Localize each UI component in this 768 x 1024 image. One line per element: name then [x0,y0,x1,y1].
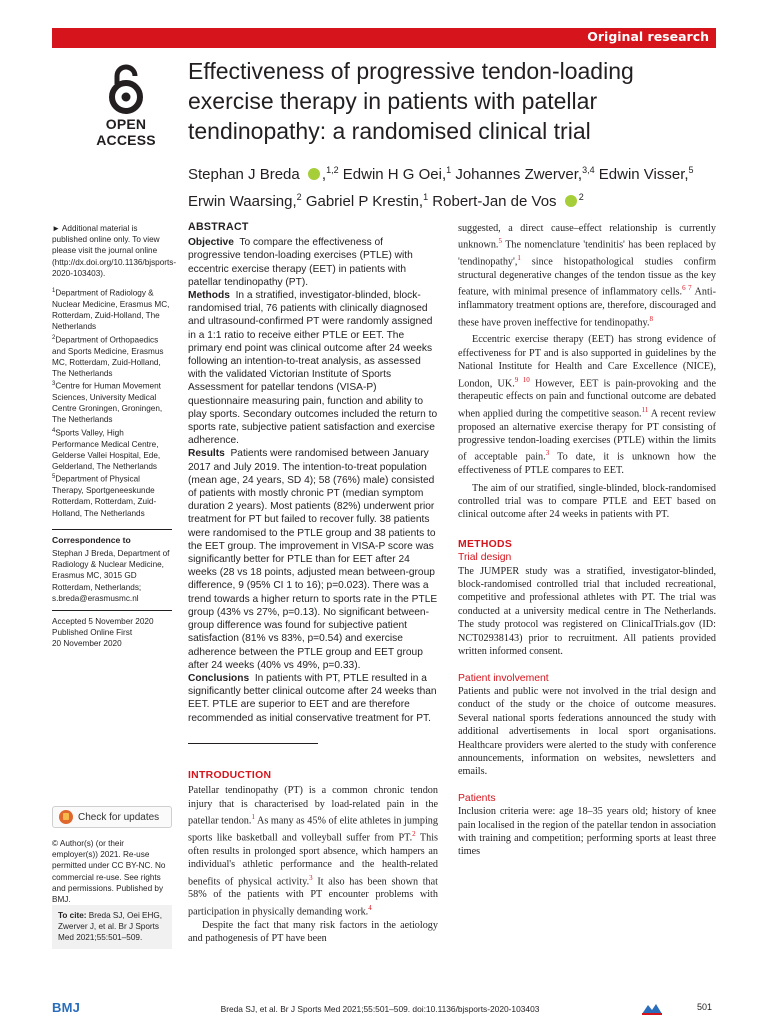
open-access-label: OPEN ACCESS [96,116,156,148]
affiliation-ref: 1,2 [326,165,339,175]
text-span: suggested, a direct cause–effect relationship is currently unknown. [458,223,716,251]
abstract-methods [188,289,438,447]
trial-design-heading: Trial design [458,552,512,564]
ref-link[interactable]: 9 10 [514,375,530,384]
affiliation-num: 4 [52,427,56,434]
author-name[interactable]: Robert-Jan de Vos [432,193,557,210]
author-line-1 [188,159,718,186]
correspondence-text[interactable]: Stephan J Breda, Department of Radiology & Nuclear Medicine, Erasmus MC, 3015 GD Rotterdam, Netherlands; s.breda@erasmusmc.nl [52,548,170,603]
affiliation-text: Department of Physical Therapy, Sportgeneeskunde Rotterdam, Rotterdam, Zuid-Holland, The Netherlands [52,474,157,518]
intro-paragraph: Despite the fact that many risk factors in the aetiology and pathogenesis of PT have been [188,919,438,945]
text-span: Anti-inflammatory treatment options are, therefore, discouraged and these have proven ineffective for tendinopathy. [458,286,717,328]
to-cite-text: Breda SJ, Oei EHG, Zwerver J, et al. Br J Sports Med 2021;55:501–509. [58,911,163,943]
text-span: Eccentric exercise therapy (EET) has strong evidence of effectiveness for PT and is also supported in guidelines by the National Institute for Health and Care Excellence (NICE), London, UK. [458,334,716,390]
affiliation-item [52,379,172,426]
introduction-section [188,769,438,945]
abstract-results [188,447,438,671]
published-label: Published Online First [52,628,133,638]
author-name[interactable]: Edwin H G Oei, [342,166,447,183]
author-name[interactable]: Johannes Zwerver, [455,166,583,183]
methods-heading: METHODS [458,538,513,550]
affiliation-ref: 1 [423,192,429,202]
ref-link[interactable]: 6 7 [682,284,692,293]
orcid-icon[interactable] [308,168,320,180]
abstract-label: Results [188,448,225,460]
ref-link[interactable]: 3 [309,873,313,882]
affiliation-text: Department of Radiology & Nuclear Medicine, Erasmus MC, Rotterdam, Zuid-Holland, The Netherlands [52,288,170,332]
orcid-icon[interactable] [565,195,577,207]
abstract-text: To compare the effectiveness of progressive tendon-loading exercises (PTLE) with eccentric exercise therapy (EET) in patients with patellar tendinopathy (PT). [188,237,413,288]
sidebar-divider [52,610,172,611]
author-line-2 [188,186,718,213]
abstract-text: Patients were randomised between January 2017 and July 2019. The intention-to-treat population (mean age, 24 years, SD 4); 58 (76%) male) consisted of patients with mostly chronic PT (median symptom duration 2 years). Most patients (82%) underwent prior treatment for PT but failed to recover fully. 38 patients were randomised to the PTLE group and 38 patients to the EET group. The improvement in VISA-P score was significantly better for PTLE than for EET after 24 weeks (28 vs 18 points, adjusted mean between-group difference, 9 (95% CI 1 to 16); p=0.023). There was a trend towards a higher return to sports rate in the PTLE group (43% vs 27%, p=0.13). No significant between-group difference was found for subjective patient satisfaction (81% vs 83%, p=0.54) and exercise adherence between the PTLE group and EET group after 24 weeks (40% vs 49%, p=0.33). [188,448,438,671]
right-column [458,222,716,859]
page-number: 501 [697,1002,713,1012]
patient-involvement-heading: Patient involvement [458,672,549,684]
article-title: Effectiveness of progressive tendon-loading exercise therapy in patients with patellar tendinopathy: a randomised clinical trial [188,58,634,144]
open-access-icon [108,64,144,114]
correspondence-heading: Correspondence to [52,534,131,545]
affiliation-text: Centre for Human Movement Sciences, University Medical Centre Groningen, Groningen, The Netherlands [52,381,163,425]
affiliation-item [52,286,172,333]
author-list [188,159,718,213]
affiliation-ref: 5 [688,165,694,175]
affiliation-num: 5 [52,474,56,481]
affiliation-ref: 3,4 [582,165,595,175]
affiliation-num: 3 [52,381,56,388]
affiliation-list [52,286,172,519]
ref-link[interactable]: 5 [498,237,502,246]
check-updates-label: Check for updates [78,811,160,823]
copyright-notice: © Author(s) (or their employer(s)) 2021. Re-use permitted under CC BY-NC. No commercial re-use. See rights and permissions. Published by BMJ. [52,839,166,905]
affiliation-item [52,426,172,473]
ref-link[interactable]: 2 [412,830,416,839]
open-access-logo [93,64,159,148]
ref-link[interactable]: 4 [368,903,372,912]
author-name[interactable]: Stephan J Breda [188,166,300,183]
text-span: The nomenclature 'tendinitis' has been replaced by 'tendinopathy', [458,239,716,268]
additional-material-note[interactable]: ► Additional material is published online only. To view please visit the journal online (http://dx.doi.org/10.1136/bjsports-2020-103403). [52,224,177,278]
body-paragraph: Patients and public were not involved in the trial design and conduct of the study or the choice of outcome measures. Several national sports federations announced the study with additional advertisements in local sport organisations. Healthcare providers were alerted to the study with conference announcements, information on websites, newsletters and emails. [458,685,716,778]
published-date: 20 November 2020 [52,639,122,649]
affiliation-text: Sports Valley, High Performance Medical Centre, Gelderse Vallei Hospital, Ede, Gelderland, The Netherlands [52,428,161,471]
affiliation-item [52,472,172,519]
intro-paragraph [188,784,438,918]
crossmark-icon [59,810,73,824]
affiliation-text: Department of Orthopaedics and Sports Medicine, Erasmus MC, Rotterdam, Zuid-Holland, The Netherlands [52,335,164,378]
affiliation-ref: 2 [296,192,302,202]
text-span: This often results in prolonged sport absence, which hampers an individual's athletic performance and the health-related benefits of physical activity. [188,832,438,888]
abstract-objective [188,236,438,289]
abstract-text: In patients with PT, PTLE resulted in a significantly better clinical outcome after 24 weeks than EET. PTLE are superior to EET and are therefore recommended as initial conservative treatment for PT. [188,672,437,724]
to-cite-label: To cite: [58,911,87,920]
text-span: Patellar tendinopathy (PT) is a common chronic tendon injury that is characterised by load-related pain in the patellar tendon. [188,785,438,827]
check-for-updates-button[interactable] [52,806,172,828]
author-name[interactable]: Erwin Waarsing, [188,193,297,210]
affiliation-num: 2 [52,334,56,341]
to-cite-box [52,905,172,949]
affiliation-num: 1 [52,288,56,295]
body-paragraph [458,333,716,477]
body-paragraph: The JUMPER study was a stratified, investigator-blinded, block-randomised controlled trial that included recreational, competitive and professional athletes with PT. The trial was conducted at a university medical centre in The Netherlands. The study protocol was registered on ClinicalTrials.gov (ID: NCT02938143) prior to recruitment. All patients provided written informed consent. [458,565,716,658]
section-banner [52,28,716,48]
patients-heading: Patients [458,792,496,804]
ref-link[interactable]: 11 [641,405,649,414]
body-paragraph: Inclusion criteria were: age 18–35 years old; history of knee pain localised in the region of the patellar tendon in association with training and competition; performing sports at least three times [458,806,717,858]
affiliation-item [52,333,172,380]
author-name[interactable]: Gabriel P Krestin, [305,193,424,210]
footer-citation: Breda SJ, et al. Br J Sports Med 2021;55:501–509. doi:10.1136/bjsports-2020-103403 [220,1004,540,1014]
abstract-label: Conclusions [188,672,250,684]
body-paragraph: The aim of our stratified, single-blinded, block-randomised controlled trial was to compare PTLE and EET based on clinical outcome after 24 weeks in patients with PT. [458,482,716,521]
text-span: A recent review proposed an alternative exercise therapy for PT consisting of progressive tendon-loading exercises (PTLE) within the limits of acceptable pain. [458,408,716,463]
sidebar [52,223,177,650]
basem-logo-icon [640,1002,664,1016]
text-span: To date, it is unknown how the effectiveness of PTLE compares to EET. [458,451,716,477]
section-label: Original research [587,29,709,44]
affiliation-ref: 1 [446,165,452,175]
text-span: However, EET is pain-provoking and the therapeutic effects on pain and functional outcome are debated when applied during the competitive season. [458,378,717,420]
abstract [188,221,438,725]
abstract-label: Objective [188,237,234,249]
text-span: It also has been shown that 58% of the patients with PT encounter problems with participation in physically demanding work. [188,876,438,918]
abstract-conclusions [188,672,438,725]
accepted-date: Accepted 5 November 2020 [52,616,154,626]
page-footer [0,1000,768,1020]
bmj-logo[interactable]: BMJ [52,1000,81,1015]
author-name[interactable]: Edwin Visser, [598,166,689,183]
abstract-divider [188,743,318,744]
ref-link[interactable]: 8 [649,314,654,323]
ref-link[interactable]: 3 [545,449,550,458]
text-span: since histopathological studies confirm structural degenerative changes of the tendon tissue as the key feature, with minimal presence of inflammatory cells. [458,256,716,298]
abstract-heading: ABSTRACT [188,221,249,233]
abstract-text: In a stratified, investigator-blinded, block-randomised trial, 76 patients with clinically diagnosed and ultrasound-confirmed PT were randomly assigned in a 1:1 ratio to receive either PTLE or EET. The primary end point was clinical outcome after 24 weeks following an intention-to-treat analysis, as assessed with the validated Victorian Institute of Sports Assessment for patellar tendons (VISA-P) questionnaire measuring pain, function and ability to play sports. Secondary outcomes included the return to sports rate, subjective patient satisfaction and exercise adherence. [188,290,438,447]
body-paragraph [458,222,716,329]
author-separator: , [321,166,327,183]
ref-link[interactable]: 1 [251,813,255,822]
text-span: As many as 45% of elite athletes in jumping sports like basketball and volleyball suffer from PT. [188,815,438,844]
affiliation-ref: 2 [578,192,584,202]
introduction-heading: INTRODUCTION [188,770,272,781]
abstract-label: Methods [188,290,230,302]
sidebar-divider [52,529,172,530]
ref-link[interactable]: 1 [517,254,521,263]
